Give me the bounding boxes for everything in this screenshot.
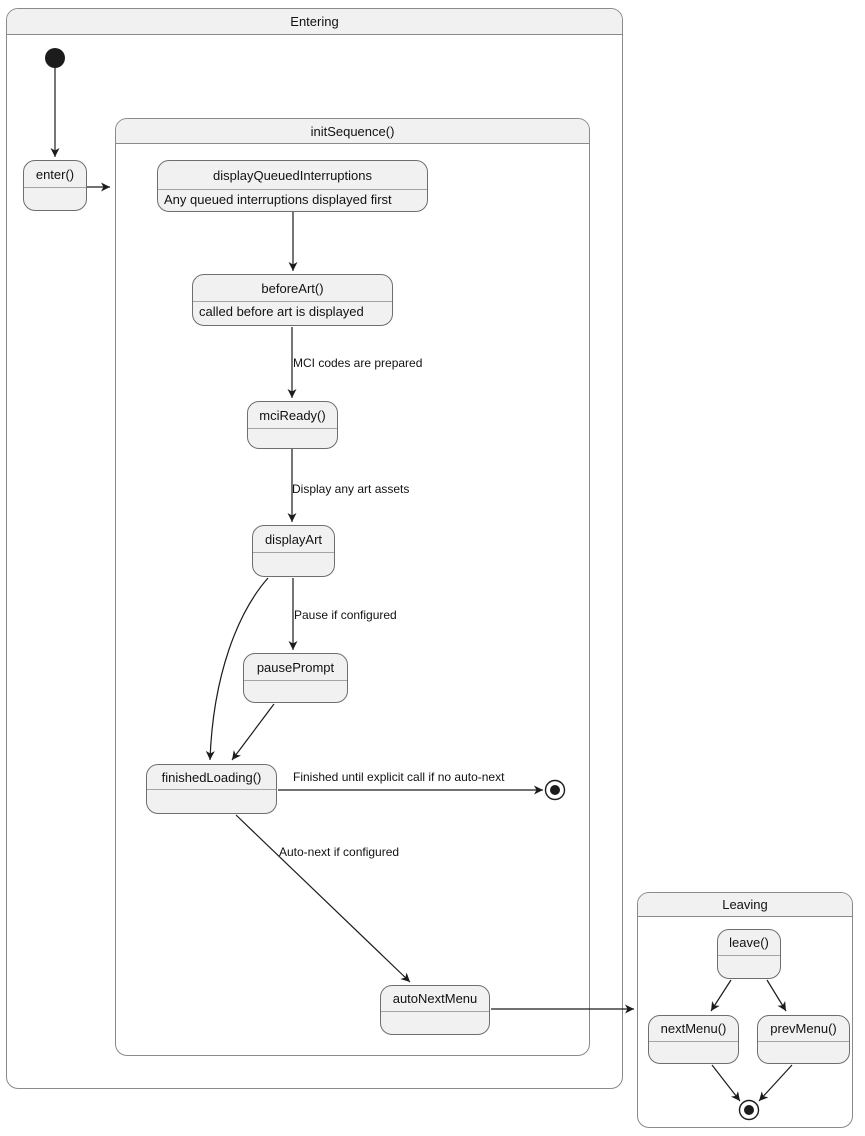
edge-label-auto-next-if-configured: Auto-next if configured [279,845,400,859]
state-display-art-body [253,553,334,576]
state-enter-body [24,188,86,210]
init-sequence-container [115,118,590,1056]
state-finished-loading-label: finishedLoading() [147,765,276,790]
state-display-art-label: displayArt [253,526,334,553]
leaving-title: Leaving [638,893,852,917]
state-before-art-note: called before art is displayed [199,304,364,319]
state-leave [717,929,781,979]
state-display-queued-interruptions-note: Any queued interruptions displayed first [164,192,392,207]
leaving-container [637,892,853,1128]
init-sequence-title: initSequence() [116,119,589,144]
state-prev-menu [757,1015,850,1064]
state-prev-menu-label: prevMenu() [758,1016,849,1042]
state-mci-ready-label: mciReady() [248,402,337,429]
state-mci-ready-body [248,429,337,448]
state-mci-ready [247,401,338,449]
edge-label-mci-codes-prepared: MCI codes are prepared [293,356,423,370]
state-enter [23,160,87,211]
entering-title: Entering [7,9,622,35]
state-prev-menu-body [758,1042,849,1063]
state-finished-loading [146,764,277,814]
edge-label-display-art-assets: Display any art assets [292,482,410,496]
state-display-art [252,525,335,577]
state-enter-label: enter() [24,161,86,188]
state-pause-prompt-body [244,681,347,702]
state-auto-next-menu-body [381,1012,489,1034]
state-auto-next-menu [380,985,490,1035]
state-pause-prompt-label: pausePrompt [244,654,347,681]
edge-label-pause-if-configured: Pause if configured [294,608,397,622]
state-leave-label: leave() [718,930,780,956]
state-next-menu-label: nextMenu() [649,1016,738,1042]
state-display-queued-interruptions [157,160,428,212]
state-pause-prompt [243,653,348,703]
state-before-art [192,274,393,326]
state-next-menu-body [649,1042,738,1063]
state-auto-next-menu-label: autoNextMenu [381,986,489,1012]
state-display-queued-interruptions-label: displayQueuedInterruptions [158,161,427,190]
state-finished-loading-body [147,790,276,813]
edge-label-finished-no-auto-next: Finished until explicit call if no auto-next [293,770,505,784]
state-before-art-label: beforeArt() [193,275,392,302]
state-leave-body [718,956,780,978]
state-next-menu [648,1015,739,1064]
